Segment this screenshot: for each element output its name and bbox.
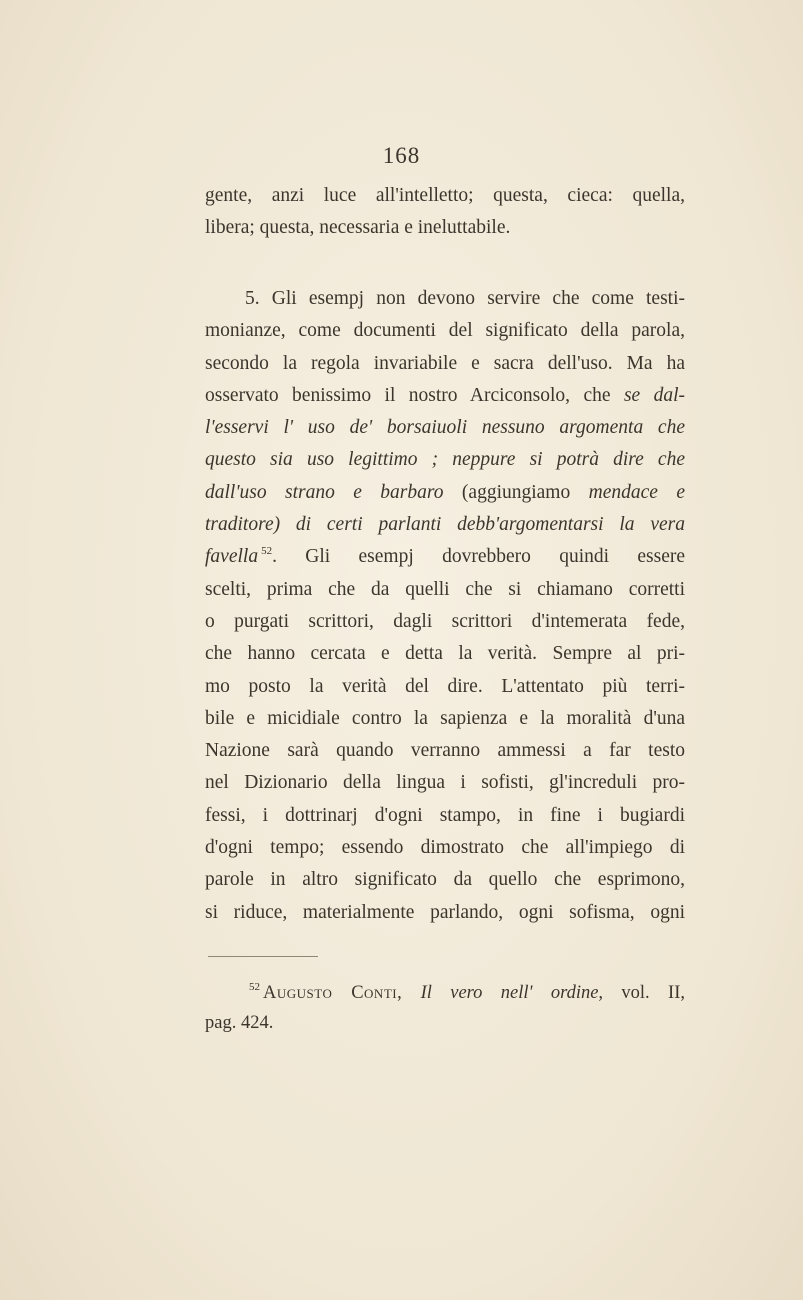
text-line: d'ogni tempo; essendo dimostrato che all'impiego di <box>205 837 685 859</box>
text-line: si riduce, materialmente parlando, ogni sofisma, ogni <box>205 901 685 923</box>
continued-paragraph <box>205 180 685 245</box>
footnote <box>205 978 685 1038</box>
italic-quote: dall'uso strano e barbaro <box>205 481 444 503</box>
text-line: nel Dizionario della lingua i sofisti, gl'increduli pro- <box>205 772 685 794</box>
text-line: che hanno cercata e detta la verità. Sempre al pri- <box>205 643 685 665</box>
italic-quote: l'esservi l' uso de' borsaiuoli nessuno argomenta che <box>205 417 685 439</box>
text-line <box>205 412 685 444</box>
text-line: scelti, prima che da quelli che si chiamano corretti <box>205 578 685 600</box>
footnote-line <box>205 978 685 1008</box>
text-line: libera; questa, necessaria e ineluttabile. <box>205 217 511 239</box>
text-line: monianze, come documenti del significato della parola, <box>205 320 685 342</box>
italic-quote: traditore) <box>205 514 281 536</box>
italic-quote: favella <box>205 546 259 568</box>
paragraph-5 <box>205 283 685 929</box>
footnote-title: Il vero nell' ordine, <box>420 983 604 1003</box>
text-line: mo posto la verità del dire. L'attentato più terri- <box>205 675 685 697</box>
text-line: Nazione sarà quando verranno ammessi a far testo <box>205 740 685 762</box>
italic-quote: di certi parlanti debb'argomentarsi la vera <box>280 514 685 536</box>
italic-quote: mendace e <box>588 481 685 503</box>
footnote-reference[interactable]: 52 <box>261 545 273 558</box>
text-line: secondo la regola invariabile e sacra dell'uso. Ma ha <box>205 352 685 374</box>
text-span: . Gli esempj dovrebbero quindi essere <box>272 546 685 568</box>
text-line <box>205 380 685 412</box>
italic-quote: questo sia uso legittimo ; neppure si potrà dire che <box>205 449 685 471</box>
text-line: gente, anzi luce all'intelletto; questa, cieca: quella, <box>205 185 685 206</box>
footnote-divider <box>208 956 318 957</box>
text-line <box>205 444 685 476</box>
footnote-author: Augusto Conti, <box>263 983 403 1003</box>
footnote-mark: 52 <box>249 981 260 993</box>
text-line: fessi, i dottrinarj d'ogni stampo, in fine i bugiardi <box>205 804 685 826</box>
footnote-volume: vol. II, <box>621 983 685 1003</box>
footnote-line: pag. 424. <box>205 1013 274 1033</box>
text-line: o purgati scrittori, dagli scrittori d'intemerata fede, <box>205 610 685 632</box>
italic-quote: se dal- <box>623 384 685 406</box>
text-span: osservato benissimo il nostro Arciconsolo, che <box>205 384 624 406</box>
text-line <box>205 509 685 541</box>
text-line: 5. Gli esempj non devono servire che come testi- <box>245 288 685 309</box>
page-number: 168 <box>382 143 421 168</box>
text-line <box>205 541 685 573</box>
text-line: bile e micidiale contro la sapienza e la moralità d'una <box>205 707 685 729</box>
text-line: parole in altro significato da quello che esprimono, <box>205 869 685 891</box>
text-line <box>205 477 685 509</box>
text-span: (aggiungiamo <box>443 481 589 503</box>
